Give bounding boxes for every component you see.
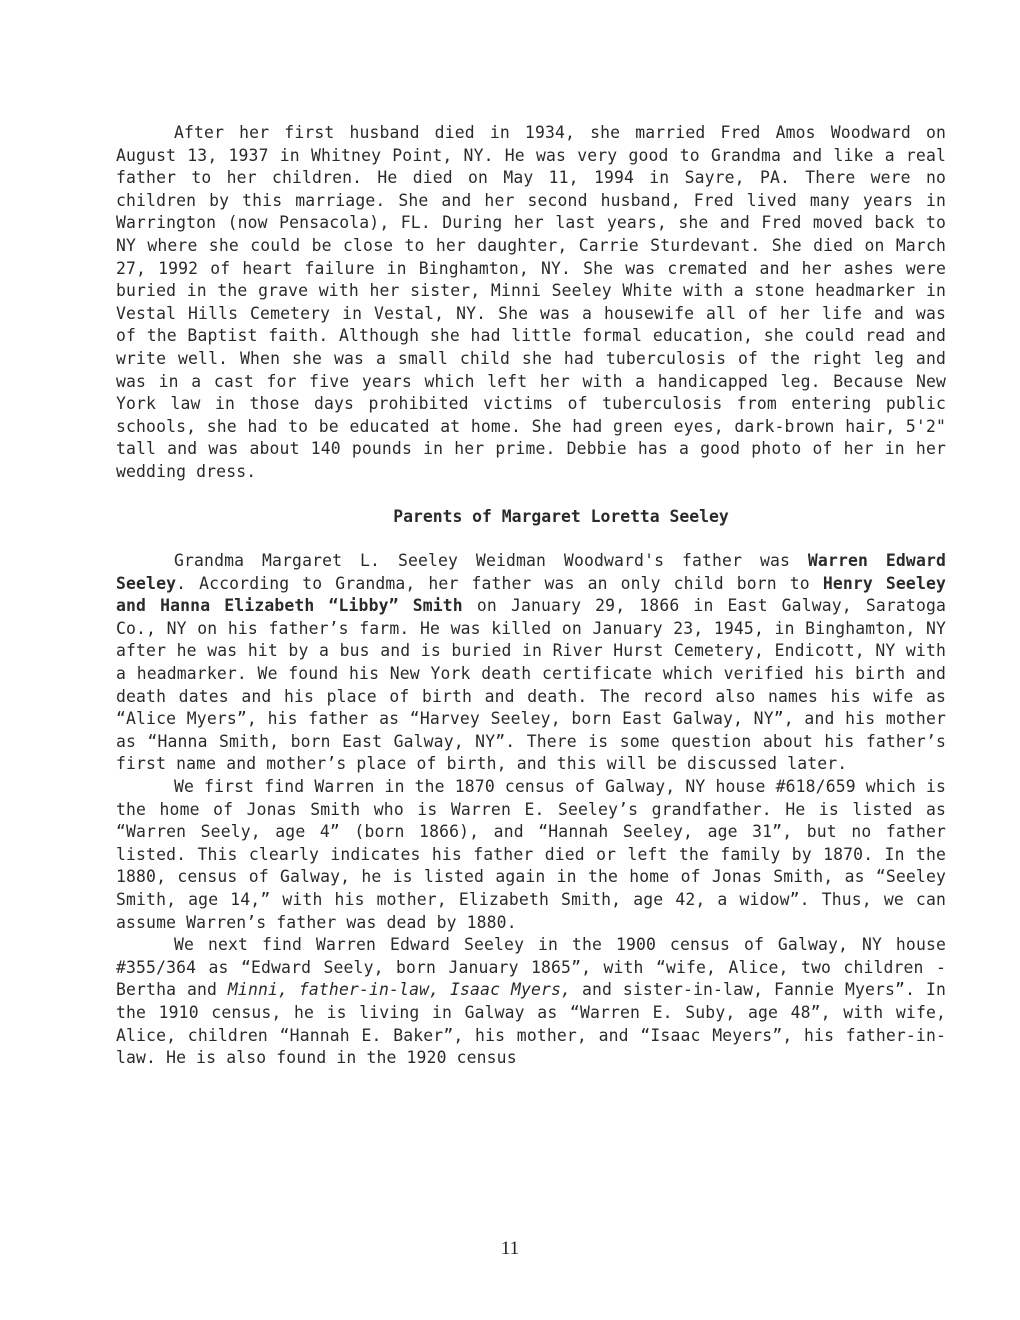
text-run: on January 29, 1866 in East Galway, Saratoga Co., NY on his father’s farm. He was killed on January 23, 1945, in Binghamton, NY after he was hit by a bus and is buried in River Hurst Cemetery, Endicott, NY with a headmarker. We found his New York death certificate which verified his birth and death dates and his place of birth and death. The record also names his wife as “Alice Myers”, his father as “Harvey Seeley, born East Galway, NY”, and his mother as “Hanna Smith, born East Galway, NY”. There is some question about his father’s first name and mother’s place of birth, and this will be discussed later.	[116, 596, 947, 774]
text-run: and sister-in-law, Fannie Myers”. In the 1910 census, he is living in Galway as “Warren E. Suby, age 48”, with wife, Alice, children “Hannah E. Baker”, his mother, and “Isaac Meyers”, his father-in-law. He is also found in the 1920 census	[116, 980, 946, 1068]
paragraph-warren-seeley-intro	[116, 550, 946, 776]
text-run: . According to Grandma, her father was an only child born to	[176, 573, 823, 593]
bold-name-warren: Warren Edward Seeley	[116, 551, 946, 593]
text-run: We next find Warren Edward Seeley in the 1900 census of Galway, NY house #355/364 as “Edward Seely, born January 1865”, with “wife, Alice, two children - Bertha and	[116, 935, 946, 1000]
text-run: Grandma Margaret L. Seeley Weidman Woodward's father was	[174, 551, 808, 571]
bold-name-parents: Henry Seeley and Hanna Elizabeth “Libby” Smith	[116, 573, 946, 616]
paragraph-1900-census	[116, 934, 946, 1070]
document-body	[116, 122, 946, 1070]
paragraph-margaret-later-life: After her first husband died in 1934, she married Fred Amos Woodward on August 13, 1937 in Whitney Point, NY. He was very good to Grandma and like a real father to her children. He died on May 11, 1994 in Sayre, PA. There were no children by this marriage. She and her second husband, Fred lived many years in Warrington (now Pensacola), FL. During her last years, she and Fred moved back to NY where she could be close to her daughter, Carrie Sturdevant. She died on March 27, 1992 of heart failure in Binghamton, NY. She was cremated and her ashes were buried in the grave with her sister, Minni Seeley White with a stone headmarker in Vestal Hills Cemetery in Vestal, NY. She was a housewife all of her life and was of the Baptist faith. Although she had little formal education, she could read and write well. When she was a small child she had tuberculosis of the right leg and was in a cast for five years which left her with a handicapped leg. Because New York law in those days prohibited victims of tuberculosis from entering public schools, she had to be educated at home. She had green eyes, dark-brown hair, 5'2" tall and was about 140 pounds in her prime. Debbie has a good photo of her in her wedding dress.	[116, 123, 946, 481]
italic-run: Minni, father-in-law, Isaac Myers,	[227, 980, 572, 1000]
section-heading: Parents of Margaret Loretta Seeley	[393, 506, 729, 526]
page-number: 11	[500, 1238, 520, 1259]
paragraph-1870-census: We first find Warren in the 1870 census of Galway, NY house #618/659 which is the home of Jonas Smith who is Warren E. Seeley’s grandfather. He is listed as “Warren Seely, age 4” (born 1866), and “Hannah Seeley, age 31”, but no father listed. This clearly indicates his father died or left the family by 1870. In the 1880, census of Galway, he is listed again in the home of Jonas Smith, as “Seeley Smith, age 14,” with his mother, Elizabeth Smith, age 42, a widow”. Thus, we can assume Warren’s father was dead by 1880.	[116, 777, 946, 932]
